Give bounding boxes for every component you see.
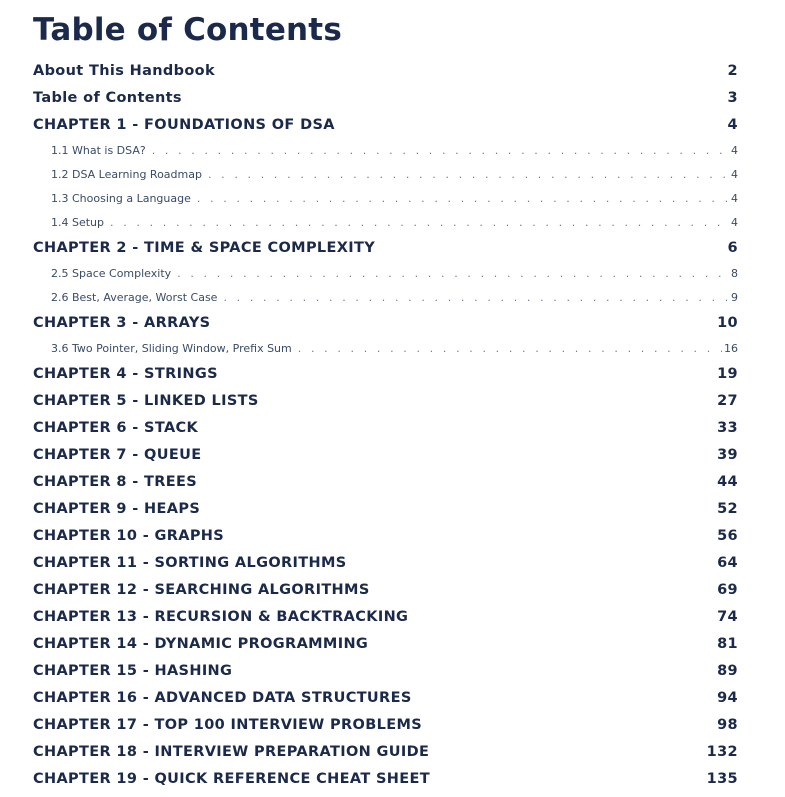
dot-leader — [177, 266, 729, 282]
toc-chapter-entry[interactable] — [33, 500, 738, 527]
toc-section-entry[interactable] — [33, 143, 738, 167]
toc-entry-label: 1.4 Setup — [51, 216, 105, 229]
toc-chapter-entry[interactable] — [33, 62, 738, 89]
toc-entry-label: CHAPTER 4 - STRINGS — [33, 366, 218, 382]
toc-page-number: 44 — [717, 474, 738, 490]
toc-entry-label: 2.5 Space Complexity — [51, 267, 172, 280]
toc-page-number: 69 — [717, 582, 738, 598]
toc-page-number: 4 — [731, 192, 738, 205]
toc-entry-label: CHAPTER 12 - SEARCHING ALGORITHMS — [33, 582, 370, 598]
toc-entry-label: 1.2 DSA Learning Roadmap — [51, 168, 202, 181]
toc-section-entry[interactable] — [33, 290, 738, 314]
toc-entry-label: CHAPTER 7 - QUEUE — [33, 447, 202, 463]
toc-page-number: 27 — [717, 393, 738, 409]
toc-page-number: 135 — [706, 771, 738, 787]
toc-section-entry[interactable] — [33, 215, 738, 239]
toc-page-number: 2 — [727, 63, 738, 79]
toc-page-number: 16 — [724, 342, 738, 355]
toc-chapter-entry[interactable] — [33, 116, 738, 143]
dot-leader — [110, 215, 729, 231]
toc-page-number: 10 — [717, 315, 738, 331]
toc-page-number: 39 — [717, 447, 738, 463]
toc-page-number: 6 — [727, 240, 738, 256]
toc-entry-label: CHAPTER 9 - HEAPS — [33, 501, 201, 517]
toc-section-entry[interactable] — [33, 341, 738, 365]
toc-page-number: 4 — [727, 117, 738, 133]
toc-chapter-entry[interactable] — [33, 239, 738, 266]
toc-chapter-entry[interactable] — [33, 314, 738, 341]
toc-chapter-entry[interactable] — [33, 635, 738, 662]
toc-chapter-entry[interactable] — [33, 662, 738, 689]
toc-chapter-entry[interactable] — [33, 716, 738, 743]
toc-entry-label: CHAPTER 16 - ADVANCED DATA STRUCTURES — [33, 690, 412, 706]
toc-entry-label: CHAPTER 17 - TOP 100 INTERVIEW PROBLEMS — [33, 717, 423, 733]
dot-leader — [197, 191, 729, 207]
toc-page-number: 81 — [717, 636, 738, 652]
toc-entry-label: CHAPTER 8 - TREES — [33, 474, 198, 490]
toc-page-number: 4 — [731, 216, 738, 229]
toc-chapter-entry[interactable] — [33, 392, 738, 419]
toc-list — [33, 62, 738, 797]
toc-chapter-entry[interactable] — [33, 554, 738, 581]
toc-entry-label: CHAPTER 3 - ARRAYS — [33, 315, 211, 331]
toc-chapter-entry[interactable] — [33, 689, 738, 716]
toc-entry-label: CHAPTER 14 - DYNAMIC PROGRAMMING — [33, 636, 369, 652]
dot-leader — [152, 143, 729, 159]
toc-section-entry[interactable] — [33, 191, 738, 215]
toc-page-number: 3 — [727, 90, 738, 106]
toc-page-number: 132 — [706, 744, 738, 760]
toc-chapter-entry[interactable] — [33, 89, 738, 116]
toc-entry-label: CHAPTER 2 - TIME & SPACE COMPLEXITY — [33, 240, 376, 256]
toc-chapter-entry[interactable] — [33, 608, 738, 635]
toc-page-number: 52 — [717, 501, 738, 517]
toc-page-number: 8 — [731, 267, 738, 280]
toc-entry-label: CHAPTER 6 - STACK — [33, 420, 199, 436]
toc-section-entry[interactable] — [33, 266, 738, 290]
toc-entry-label: About This Handbook — [33, 63, 215, 79]
toc-entry-label: CHAPTER 5 - LINKED LISTS — [33, 393, 259, 409]
toc-entry-label: 1.1 What is DSA? — [51, 144, 146, 157]
toc-chapter-entry[interactable] — [33, 743, 738, 770]
toc-entry-label: Table of Contents — [33, 90, 182, 106]
toc-entry-label: CHAPTER 10 - GRAPHS — [33, 528, 225, 544]
toc-entry-label: CHAPTER 15 - HASHING — [33, 663, 233, 679]
toc-section-entry[interactable] — [33, 167, 738, 191]
toc-page-number: 9 — [731, 291, 738, 304]
toc-chapter-entry[interactable] — [33, 581, 738, 608]
dot-leader — [208, 167, 729, 183]
toc-chapter-entry[interactable] — [33, 527, 738, 554]
toc-page-number: 94 — [717, 690, 738, 706]
toc-entry-label: CHAPTER 13 - RECURSION & BACKTRACKING — [33, 609, 409, 625]
toc-page-number: 64 — [717, 555, 738, 571]
toc-entry-label: 1.3 Choosing a Language — [51, 192, 191, 205]
dot-leader — [223, 290, 729, 306]
toc-entry-label: CHAPTER 18 - INTERVIEW PREPARATION GUIDE — [33, 744, 430, 760]
toc-chapter-entry[interactable] — [33, 770, 738, 797]
toc-page-number: 19 — [717, 366, 738, 382]
toc-entry-label: 2.6 Best, Average, Worst Case — [51, 291, 218, 304]
toc-chapter-entry[interactable] — [33, 446, 738, 473]
page-title: Table of Contents — [33, 12, 342, 48]
toc-page-number: 98 — [717, 717, 738, 733]
dot-leader — [298, 341, 722, 357]
toc-page-number: 56 — [717, 528, 738, 544]
toc-chapter-entry[interactable] — [33, 419, 738, 446]
toc-chapter-entry[interactable] — [33, 365, 738, 392]
toc-page-number: 89 — [717, 663, 738, 679]
toc-page-number: 4 — [731, 144, 738, 157]
toc-entry-label: CHAPTER 19 - QUICK REFERENCE CHEAT SHEET — [33, 771, 431, 787]
toc-entry-label: 3.6 Two Pointer, Sliding Window, Prefix Sum — [51, 342, 292, 355]
toc-page-number: 74 — [717, 609, 738, 625]
toc-chapter-entry[interactable] — [33, 473, 738, 500]
toc-entry-label: CHAPTER 11 - SORTING ALGORITHMS — [33, 555, 347, 571]
toc-page-number: 4 — [731, 168, 738, 181]
toc-entry-label: CHAPTER 1 - FOUNDATIONS OF DSA — [33, 117, 335, 133]
toc-page-number: 33 — [717, 420, 738, 436]
